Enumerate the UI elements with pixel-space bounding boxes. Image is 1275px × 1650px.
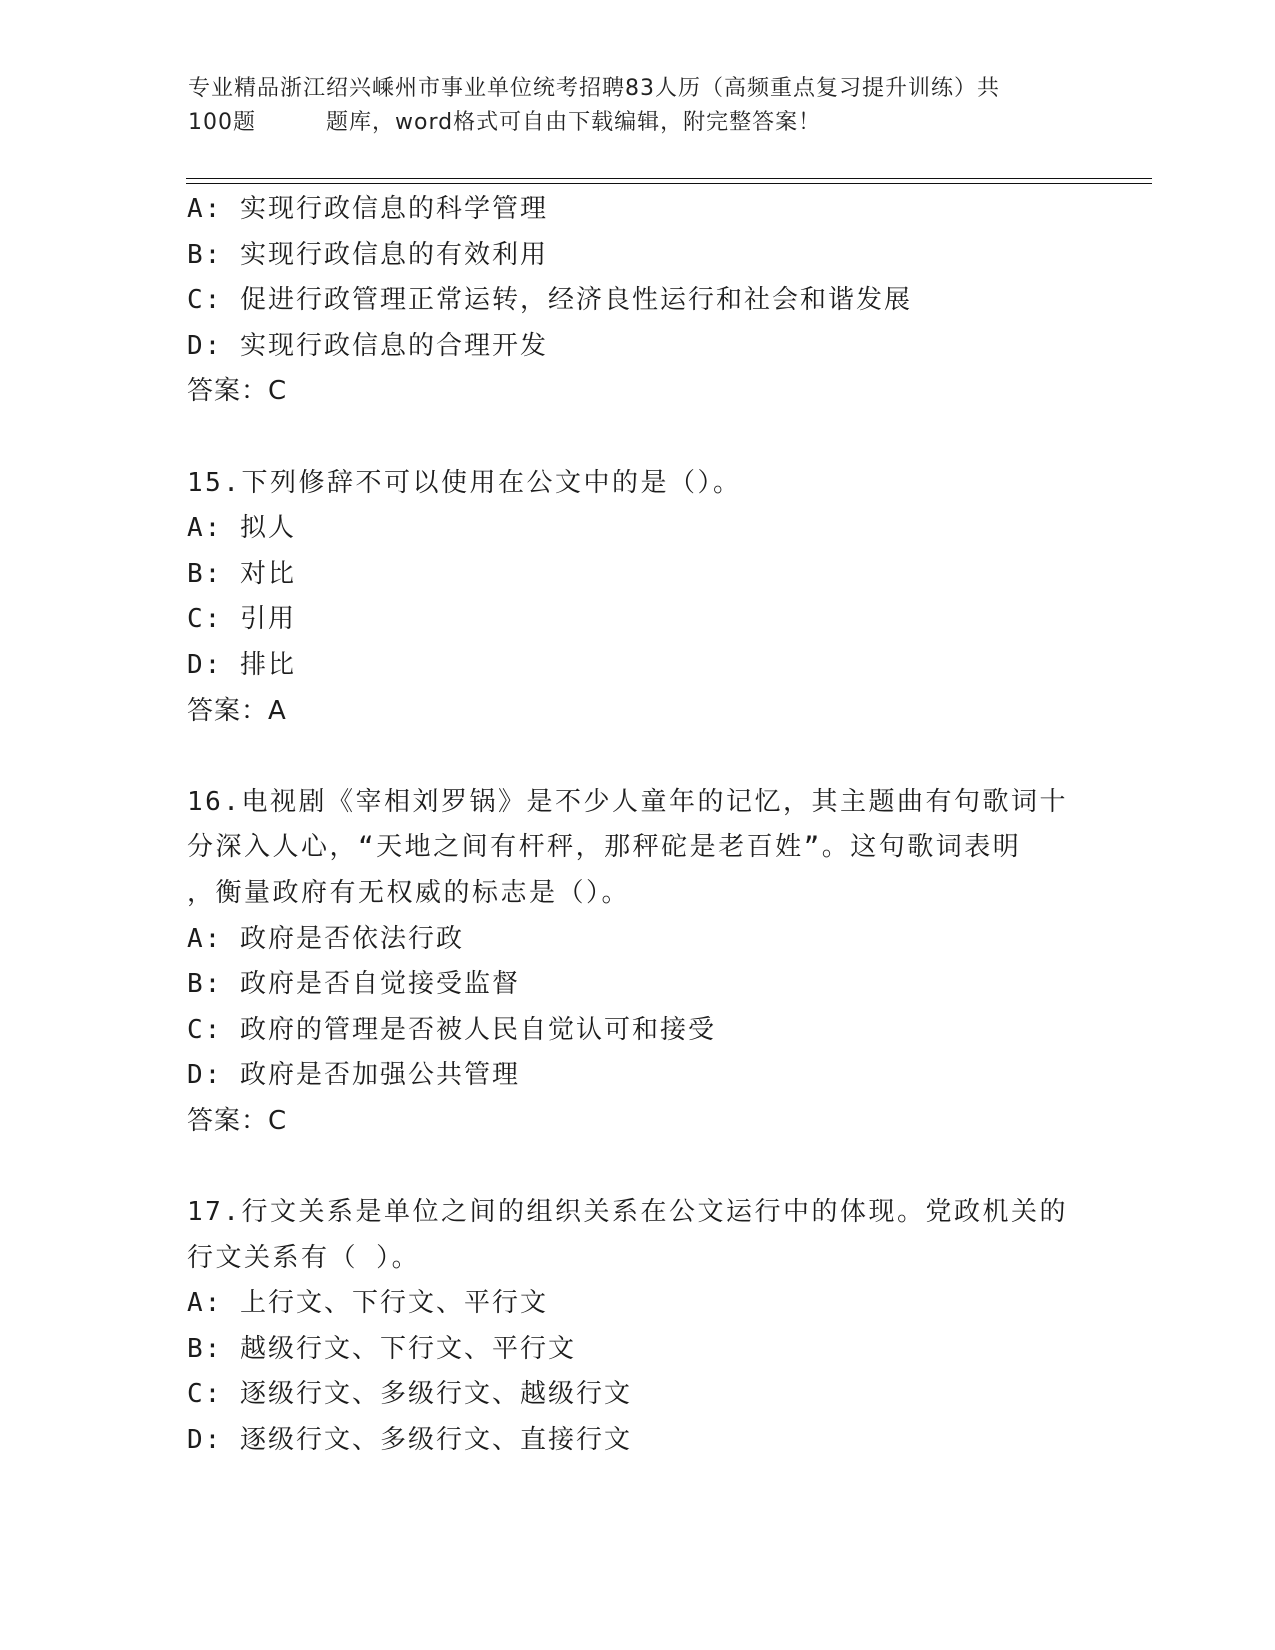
option-b: B: 政府是否自觉接受监督: [187, 969, 520, 1000]
header-divider-top: [186, 178, 1152, 179]
option-c: C: 逐级行文、多级行文、越级行文: [187, 1379, 632, 1410]
header-title-line1: 专业精品浙江绍兴嵊州市事业单位统考招聘83人历（高频重点复习提升训练）共: [188, 76, 1000, 101]
question-text-line1: 16.电视剧《宰相刘罗锅》是不少人童年的记忆，其主题曲有句歌词十: [187, 786, 1068, 817]
option-d: D: 政府是否加强公共管理: [187, 1060, 520, 1091]
header-divider-bottom: [186, 183, 1152, 184]
question-text-line2: 分深入人心，“天地之间有杆秤，那秤砣是老百姓”。这句歌词表明: [187, 832, 1022, 863]
question-list: [187, 187, 1087, 1464]
question-block-15: [187, 461, 1087, 735]
answer-line: 答案：C: [187, 1105, 288, 1136]
option-a: A: 拟人: [187, 513, 296, 544]
header-question-count: 100题: [188, 110, 256, 135]
option-d: D: 实现行政信息的合理开发: [187, 330, 548, 361]
header-description: 题库，word格式可自由下载编辑，附完整答案！: [326, 110, 822, 135]
question-text-line3: ，衡量政府有无权威的标志是（）。: [187, 877, 631, 908]
option-c: C: 引用: [187, 604, 296, 635]
answer-line: 答案：C: [187, 376, 288, 407]
page-header: [188, 72, 1088, 140]
option-b: B: 实现行政信息的有效利用: [187, 239, 548, 270]
question-block-17: [187, 1190, 1087, 1464]
option-b: B: 越级行文、下行文、平行文: [187, 1333, 576, 1364]
question-block-14: [187, 187, 1087, 415]
option-c: C: 促进行政管理正常运转，经济良性运行和社会和谐发展: [187, 285, 912, 316]
question-text-line2: 行文关系有（ ）。: [187, 1242, 421, 1273]
option-d: D: 排比: [187, 649, 296, 680]
question-block-16: [187, 780, 1087, 1145]
option-d: D: 逐级行文、多级行文、直接行文: [187, 1425, 632, 1456]
option-a: A: 上行文、下行文、平行文: [187, 1288, 548, 1319]
header-title-line2: [188, 106, 1088, 140]
option-b: B: 对比: [187, 558, 296, 589]
question-text: 15.下列修辞不可以使用在公文中的是（）。: [187, 467, 742, 498]
answer-line: 答案：A: [187, 695, 287, 726]
option-a: A: 实现行政信息的科学管理: [187, 194, 548, 224]
question-text-line1: 17.行文关系是单位之间的组织关系在公文运行中的体现。党政机关的: [187, 1197, 1068, 1228]
option-a: A: 政府是否依法行政: [187, 923, 464, 954]
option-c: C: 政府的管理是否被人民自觉认可和接受: [187, 1014, 716, 1045]
